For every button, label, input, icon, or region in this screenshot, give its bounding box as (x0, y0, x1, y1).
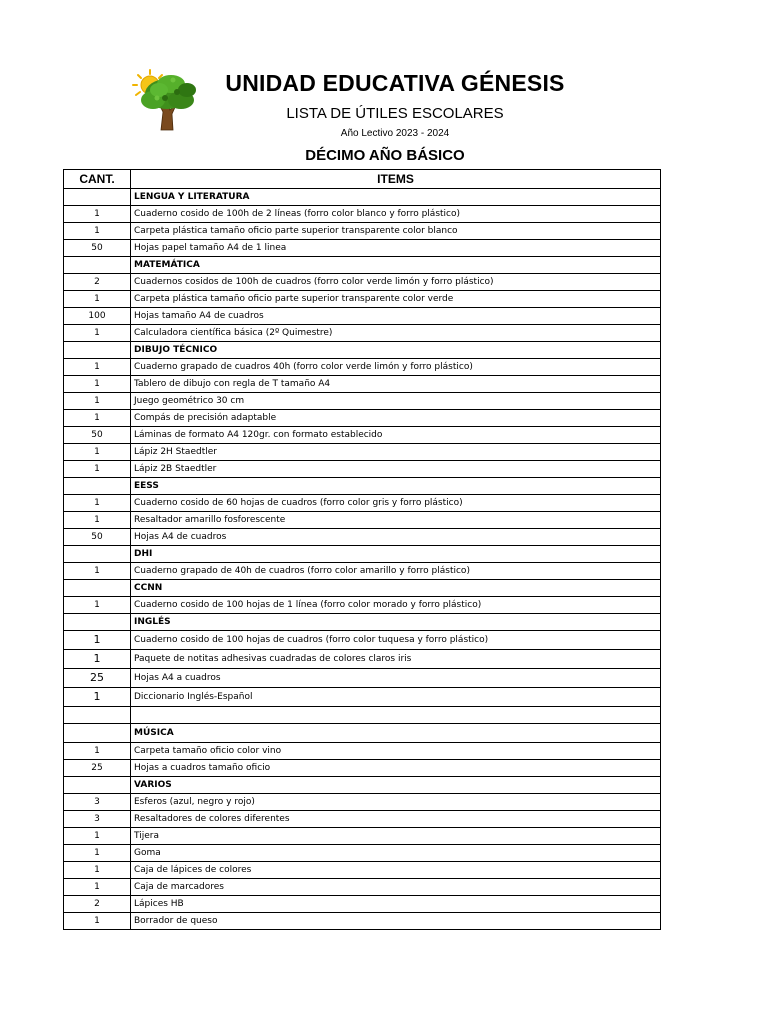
section-title: EESS (131, 478, 661, 495)
section-title: MÚSICA (131, 724, 661, 743)
section-row (64, 580, 661, 597)
item-cell: Lápiz 2H Staedtler (131, 444, 661, 461)
qty-cell: 1 (64, 845, 131, 862)
qty-cell: 1 (64, 325, 131, 342)
section-title: DHI (131, 546, 661, 563)
qty-cell: 1 (64, 597, 131, 614)
item-cell: Hojas papel tamaño A4 de 1 linea (131, 240, 661, 257)
item-cell: Tablero de dibujo con regla de T tamaño A4 (131, 376, 661, 393)
table-row (64, 206, 661, 223)
section-title: LENGUA Y LITERATURA (131, 189, 661, 206)
section-title: MATEMÁTICA (131, 257, 661, 274)
qty-cell (64, 189, 131, 206)
table-row (64, 828, 661, 845)
section-row (64, 189, 661, 206)
table-row (64, 669, 661, 688)
table-row (64, 393, 661, 410)
table-row (64, 529, 661, 546)
table-row (64, 563, 661, 580)
item-cell: Cuaderno grapado de cuadros 40h (forro color verde limón y forro plástico) (131, 359, 661, 376)
item-cell (131, 707, 661, 724)
qty-cell: 1 (64, 650, 131, 669)
qty-cell: 1 (64, 206, 131, 223)
qty-cell (64, 777, 131, 794)
item-cell: Cuaderno cosido de 100h de 2 líneas (forro color blanco y forro plástico) (131, 206, 661, 223)
table-row (64, 879, 661, 896)
qty-cell: 1 (64, 393, 131, 410)
table-row (64, 913, 661, 930)
item-cell: Carpeta tamaño oficio color vino (131, 743, 661, 760)
qty-cell: 3 (64, 811, 131, 828)
qty-cell: 50 (64, 240, 131, 257)
section-row (64, 724, 661, 743)
table-row (64, 376, 661, 393)
qty-cell: 1 (64, 913, 131, 930)
qty-cell: 1 (64, 862, 131, 879)
qty-cell: 50 (64, 427, 131, 444)
item-cell: Hojas tamaño A4 de cuadros (131, 308, 661, 325)
table-row (64, 274, 661, 291)
blank-row (64, 707, 661, 724)
section-title: VARIOS (131, 777, 661, 794)
item-cell: Hojas A4 a cuadros (131, 669, 661, 688)
table-row (64, 650, 661, 669)
item-cell: Lápices HB (131, 896, 661, 913)
table-row (64, 444, 661, 461)
school-name: UNIDAD EDUCATIVA GÉNESIS (225, 70, 565, 96)
qty-cell (64, 614, 131, 631)
list-subtitle: LISTA DE ÚTILES ESCOLARES (286, 105, 504, 122)
supplies-rows (64, 189, 661, 930)
table-row (64, 427, 661, 444)
section-row (64, 478, 661, 495)
qty-cell: 1 (64, 688, 131, 707)
item-cell: Caja de lápices de colores (131, 862, 661, 879)
qty-cell: 1 (64, 410, 131, 427)
section-row (64, 546, 661, 563)
qty-cell: 3 (64, 794, 131, 811)
qty-cell: 1 (64, 512, 131, 529)
table-row (64, 845, 661, 862)
table-row (64, 811, 661, 828)
supplies-table (63, 169, 661, 930)
item-cell: Carpeta plástica tamaño oficio parte superior transparente color verde (131, 291, 661, 308)
item-cell: Resaltadores de colores diferentes (131, 811, 661, 828)
table-row (64, 308, 661, 325)
table-row (64, 743, 661, 760)
item-cell: Paquete de notitas adhesivas cuadradas de colores claros iris (131, 650, 661, 669)
table-row (64, 631, 661, 650)
qty-cell: 25 (64, 760, 131, 777)
qty-cell: 1 (64, 444, 131, 461)
section-title: INGLÉS (131, 614, 661, 631)
table-row (64, 760, 661, 777)
qty-cell: 1 (64, 563, 131, 580)
section-row (64, 777, 661, 794)
item-cell: Compás de precisión adaptable (131, 410, 661, 427)
qty-cell (64, 580, 131, 597)
item-cell: Cuadernos cosidos de 100h de cuadros (forro color verde limón y forro plástico) (131, 274, 661, 291)
table-row (64, 512, 661, 529)
qty-cell (64, 724, 131, 743)
item-cell: Juego geométrico 30 cm (131, 393, 661, 410)
qty-cell: 50 (64, 529, 131, 546)
qty-cell: 2 (64, 274, 131, 291)
qty-cell: 1 (64, 743, 131, 760)
qty-cell: 1 (64, 223, 131, 240)
section-title: DIBUJO TÉCNICO (131, 342, 661, 359)
table-row (64, 794, 661, 811)
table-row (64, 688, 661, 707)
table-row (64, 862, 661, 879)
table-row (64, 597, 661, 614)
table-row (64, 896, 661, 913)
qty-cell: 1 (64, 828, 131, 845)
qty-cell: 100 (64, 308, 131, 325)
qty-cell (64, 478, 131, 495)
qty-cell: 1 (64, 291, 131, 308)
qty-cell (64, 257, 131, 274)
item-cell: Láminas de formato A4 120gr. con formato establecido (131, 427, 661, 444)
item-cell: Calculadora científica básica (2º Quimestre) (131, 325, 661, 342)
section-row (64, 342, 661, 359)
item-cell: Cuaderno cosido de 100 hojas de cuadros (forro color tuquesa y forro plástico) (131, 631, 661, 650)
qty-cell: 1 (64, 376, 131, 393)
qty-cell (64, 342, 131, 359)
section-row (64, 614, 661, 631)
item-cell: Hojas a cuadros tamaño oficio (131, 760, 661, 777)
qty-cell: 25 (64, 669, 131, 688)
section-title: CCNN (131, 580, 661, 597)
qty-cell (64, 707, 131, 724)
item-cell: Lápiz 2B Staedtler (131, 461, 661, 478)
qty-cell: 1 (64, 359, 131, 376)
qty-cell: 1 (64, 495, 131, 512)
table-row (64, 223, 661, 240)
table-row (64, 359, 661, 376)
item-cell: Hojas A4 de cuadros (131, 529, 661, 546)
qty-cell: 1 (64, 631, 131, 650)
item-cell: Cuaderno cosido de 60 hojas de cuadros (forro color gris y forro plástico) (131, 495, 661, 512)
item-cell: Caja de marcadores (131, 879, 661, 896)
header-qty: CANT. (64, 170, 131, 189)
qty-cell: 2 (64, 896, 131, 913)
table-row (64, 495, 661, 512)
item-cell: Carpeta plástica tamaño oficio parte superior transparente color blanco (131, 223, 661, 240)
table-row (64, 291, 661, 308)
item-cell: Borrador de queso (131, 913, 661, 930)
table-header-row (64, 170, 661, 189)
item-cell: Resaltador amarillo fosforescente (131, 512, 661, 529)
item-cell: Goma (131, 845, 661, 862)
table-row (64, 410, 661, 427)
item-cell: Cuaderno grapado de 40h de cuadros (forro color amarillo y forro plástico) (131, 563, 661, 580)
school-year: Año Lectivo 2023 - 2024 (340, 128, 450, 139)
table-row (64, 325, 661, 342)
qty-cell: 1 (64, 879, 131, 896)
item-cell: Cuaderno cosido de 100 hojas de 1 línea (forro color morado y forro plástico) (131, 597, 661, 614)
qty-cell: 1 (64, 461, 131, 478)
table-row (64, 240, 661, 257)
header-items: ITEMS (131, 170, 661, 189)
item-cell: Esferos (azul, negro y rojo) (131, 794, 661, 811)
item-cell: Diccionario Inglés-Español (131, 688, 661, 707)
section-row (64, 257, 661, 274)
item-cell: Tijera (131, 828, 661, 845)
table-row (64, 461, 661, 478)
grade-title: DÉCIMO AÑO BÁSICO (305, 147, 465, 164)
qty-cell (64, 546, 131, 563)
